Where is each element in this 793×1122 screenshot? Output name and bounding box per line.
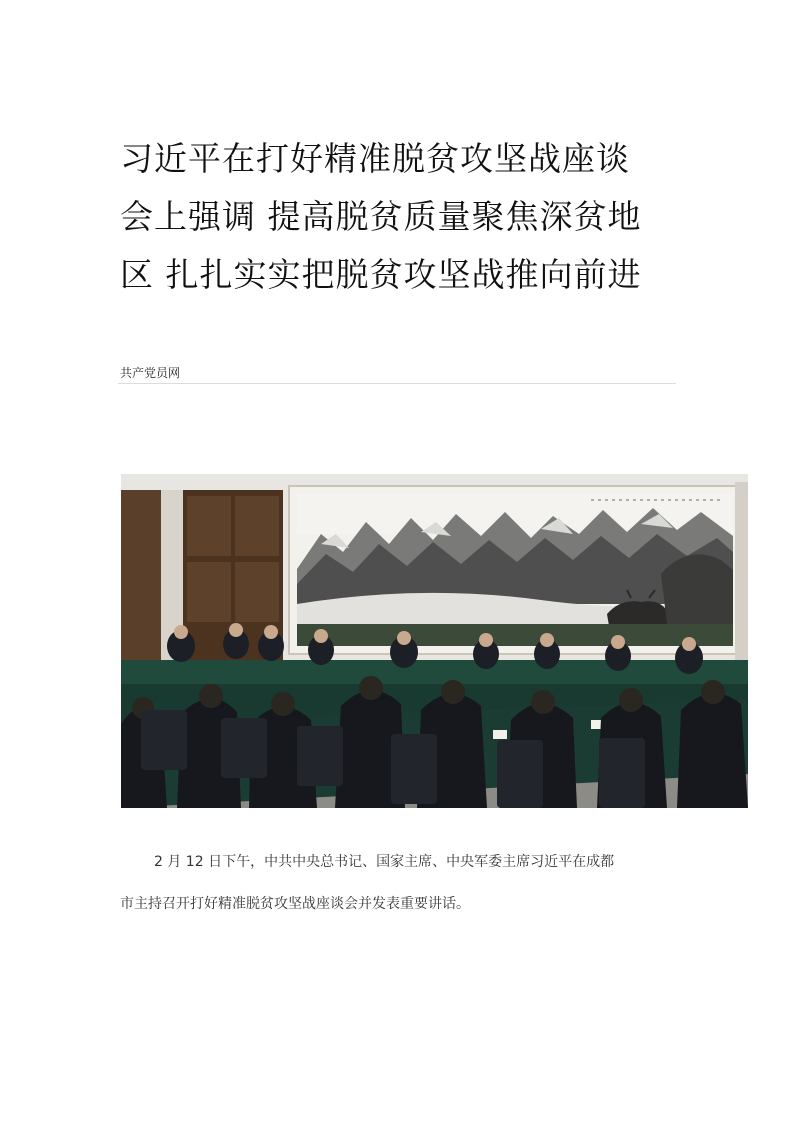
article-source: 共产党员网 bbox=[120, 366, 181, 380]
title-line-1: 习近平在打好精准脱贫攻坚战座谈 bbox=[120, 139, 630, 178]
title-line-3: 区 扎扎实实把脱贫攻坚战推向前进 bbox=[120, 255, 642, 294]
body-paragraph-line-2: 市主持召开打好精准脱贫攻坚战座谈会并发表重要讲话。 bbox=[120, 896, 470, 912]
meeting-photo bbox=[121, 474, 748, 808]
source-divider bbox=[118, 383, 676, 384]
article-title bbox=[120, 130, 680, 304]
title-line-2: 会上强调 提高脱贫质量聚焦深贫地 bbox=[120, 197, 642, 236]
body-paragraph-line-1: 2 月 12 日下午，中共中央总书记、国家主席、中央军委主席习近平在成都 bbox=[154, 854, 615, 870]
